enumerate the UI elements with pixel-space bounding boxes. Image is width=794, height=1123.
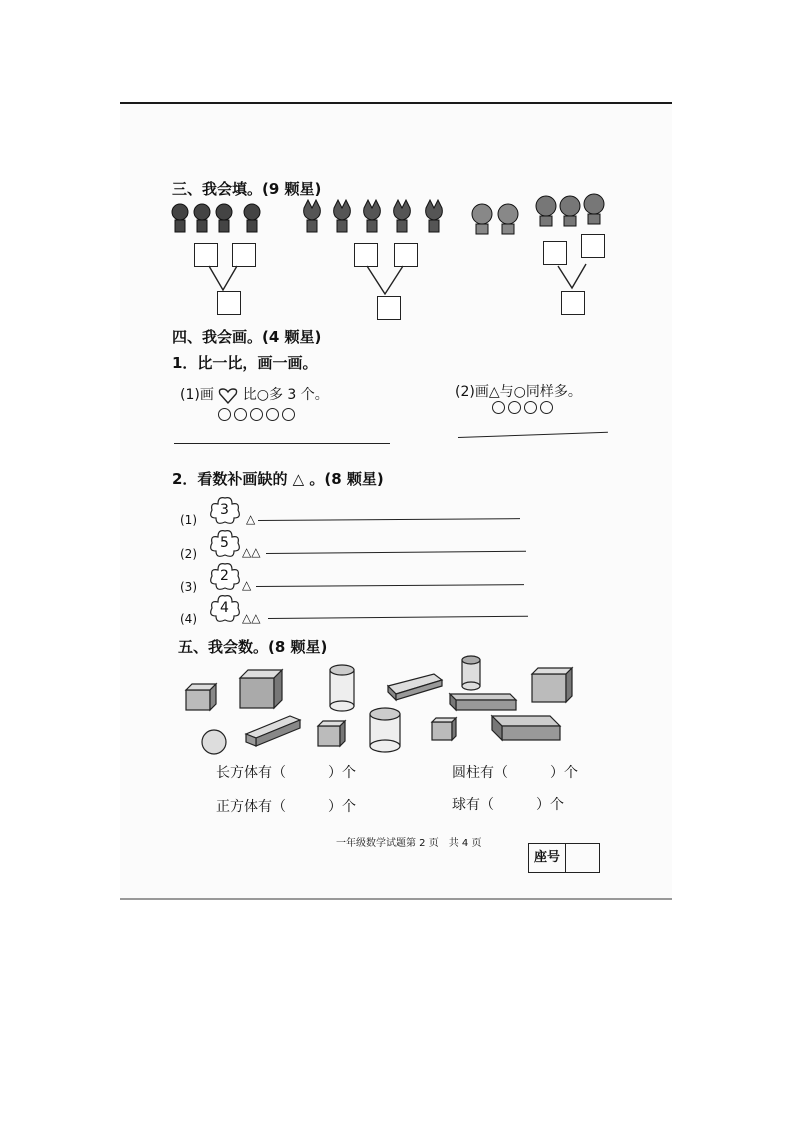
circle-icon	[508, 401, 521, 414]
q1-part1-answer-line[interactable]	[174, 443, 390, 444]
section5-title: 五、我会数。(8 颗星)	[178, 638, 328, 656]
cartoon-foxes-group	[298, 200, 448, 234]
count-cylinder[interactable]: 圆柱有（ ）个	[452, 765, 578, 781]
circle-icon	[282, 408, 295, 421]
section3-title: 三、我会填。(9 颗星)	[172, 180, 322, 198]
section4-title: 四、我会画。(4 颗星)	[172, 328, 322, 346]
q2-item1-label: (1)	[180, 513, 197, 527]
bond2-right-box[interactable]	[394, 243, 418, 267]
circle-icon	[540, 401, 553, 414]
scan-bottom-edge	[120, 898, 672, 900]
bond1-connector	[205, 266, 245, 292]
q2-item4-label: (4)	[180, 612, 197, 626]
q2-title: 2．看数补画缺的 △ 。(8 颗星)	[172, 470, 384, 488]
page-footer: 一年级数学试题第 2 页 共 4 页	[336, 838, 482, 849]
q2-item1-triangles: △	[246, 512, 256, 526]
q2-item3-label: (3)	[180, 580, 197, 594]
solid-shapes-illustration	[180, 656, 600, 756]
q1-part2: (2)画△与○同样多。	[455, 384, 582, 400]
bond2-total-box[interactable]	[377, 296, 401, 320]
q2-item1-number: 3	[220, 502, 229, 518]
circle-icon	[250, 408, 263, 421]
circle-icon	[218, 408, 231, 421]
count-cube[interactable]: 正方体有（ ）个	[216, 799, 356, 815]
q2-item2-label: (2)	[180, 547, 197, 561]
bond3-right-box[interactable]	[581, 234, 605, 258]
q1-part1	[180, 384, 329, 404]
bond2-left-box[interactable]	[354, 243, 378, 267]
cartoon-pigs-group	[532, 194, 612, 230]
q1-circles-row	[218, 406, 298, 425]
q1-circles-row-2	[492, 399, 556, 418]
bond2-connector	[365, 266, 405, 296]
q2-item3-triangles: △	[242, 578, 252, 592]
bond1-right-box[interactable]	[232, 243, 256, 267]
bond1-left-box[interactable]	[194, 243, 218, 267]
cartoon-kids-group	[168, 200, 272, 236]
q1-part1-suffix: 比○多 3 个。	[242, 387, 329, 403]
q2-item2-triangles: △△	[242, 545, 261, 559]
q1-part1-prefix: (1)画	[180, 387, 214, 403]
heart-icon	[218, 388, 238, 402]
q2-item4-triangles: △△	[242, 611, 261, 625]
q2-item3-number: 2	[220, 568, 229, 584]
seat-number-box	[528, 843, 600, 873]
circle-icon	[234, 408, 247, 421]
circle-icon	[524, 401, 537, 414]
bond3-connector	[556, 262, 596, 290]
count-sphere[interactable]: 球有（ ）个	[452, 797, 564, 813]
cartoon-cows-group	[468, 200, 528, 236]
seat-label: 座号	[529, 844, 566, 872]
count-cuboid[interactable]: 长方体有（ ）个	[216, 765, 356, 781]
circle-icon	[266, 408, 279, 421]
q1-title: 1．比一比，画一画。	[172, 354, 318, 372]
circle-icon	[492, 401, 505, 414]
bond3-total-box[interactable]	[561, 291, 585, 315]
bond1-total-box[interactable]	[217, 291, 241, 315]
q2-item4-number: 4	[220, 600, 229, 616]
q2-item2-number: 5	[220, 535, 229, 551]
